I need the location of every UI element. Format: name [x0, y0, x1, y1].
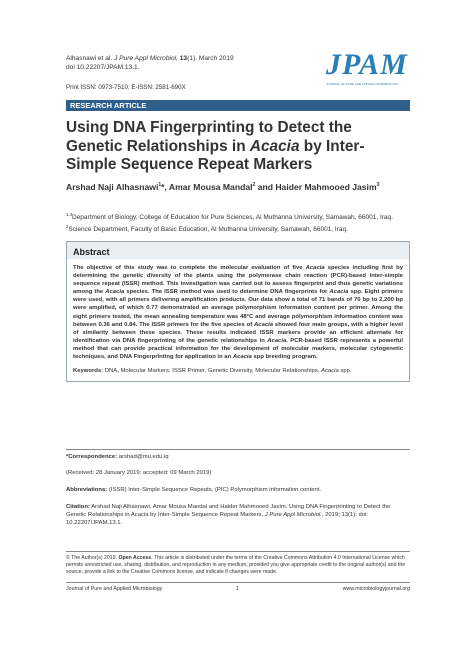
- abstract-heading: Abstract: [73, 247, 110, 257]
- title-italic: Acacia: [249, 137, 300, 155]
- correspondence: [66, 453, 410, 461]
- abstract-t5: showed four main groups, with a higher level of similarity between these species. These results indicated ISSR markers provide an efficient alternate for identification via DNA fingerprinting of the genetic relationships in: [73, 321, 403, 344]
- abstract-t1: The objective of this study was to complete the molecular evaluation of five: [73, 265, 306, 271]
- affiliation-1-sup: 1,3: [66, 212, 72, 217]
- notes-divider: [66, 449, 410, 450]
- license-prefix: © The Author(s) 2019.: [66, 555, 119, 561]
- affiliation-1-text: Department of Biology, College of Education for Pure Sciences, Al Muthanna University, Samawah, 66001, Iraq.: [71, 214, 393, 222]
- footer-divider: [66, 582, 410, 583]
- footer-page-number: 1: [236, 586, 239, 592]
- abstract-t3: species. The ISSR method was used to determine DNA fingerprints for: [124, 289, 330, 296]
- authors: [66, 182, 410, 192]
- logo-subtitle: JOURNAL OF PURE AND APPLIED MICROBIOLOGY: [326, 82, 399, 86]
- keywords-italic: Acacia: [321, 368, 339, 374]
- abstract-i3: Acacia: [329, 289, 349, 296]
- citation-header: [66, 54, 234, 72]
- abbreviations-text: (ISSR) Inter-Simple Sequence Repeats, (PIC) Polymorphism information content.: [107, 487, 322, 493]
- citation-journal-italic: J Pure Appl Microbiol.,: [264, 512, 324, 518]
- author-3-sup: 3: [376, 182, 380, 189]
- affiliation-2: [66, 222, 410, 234]
- affiliation-2-sup: 2: [66, 224, 69, 230]
- author-1-sup: 1: [158, 182, 162, 189]
- keywords-text: DNA, Molecular Markers, ISSR Primer, Genetic Diversity, Molecular Relationships,: [103, 368, 322, 374]
- logo-text: JPAM: [326, 48, 408, 81]
- author-1: Arshad Naji Alhasnawi: [66, 182, 159, 192]
- affiliation-1: [66, 210, 410, 222]
- affiliations: [66, 210, 410, 234]
- abstract-t2: species including first by determining the genetic diversity of the plants using the polymerase chain reaction (PCR)-based inter-simple sequence repeat (ISSR) method. This investigation was carried out to assess fingerprint and thus genetic variations among the: [73, 265, 403, 296]
- license-body: . This article is distributed under the terms of the Creative Commons Attribution 4.0 International License which permits unrestricted use, sharing, distribution, and reproduction in any medium, provided you give appropriate credit to the original author(s) and the source, provide a link to the Creative Commons license, and indicate if changes were made.: [66, 555, 406, 575]
- abstract-t6: . PCR-based ISSR represents a powerful method that can provide practical information for the development of molecular markers, molecular cytogenetic techniques, and DNA Fingerprinting for application in an: [73, 337, 404, 361]
- title-part1: Using DNA Fingerprinting to Detect the Genetic Relationships in: [66, 119, 352, 155]
- keywords-label: Keywords:: [73, 368, 104, 374]
- author-1-mark: *: [161, 182, 165, 192]
- issn: Print ISSN: 0973-7510; E-ISSN: 2581-690X: [66, 84, 186, 91]
- license-divider: [66, 551, 410, 552]
- footer-journal: Journal of Pure and Applied Microbiology: [66, 586, 163, 592]
- jpam-logo: [326, 50, 410, 106]
- abstract-i5: Acacia: [267, 337, 287, 344]
- abstract-i1: Acacia: [305, 265, 325, 271]
- abstract-i2: Acacia: [105, 289, 125, 296]
- citation-label: Citation:: [66, 504, 90, 510]
- article-type-label: RESEARCH ARTICLE: [70, 101, 147, 110]
- citation-author: Alhasnawi et al.: [66, 55, 113, 62]
- citation-issue: (1), March 2019: [187, 55, 234, 62]
- keywords: [73, 367, 403, 375]
- license-text: [66, 555, 410, 576]
- citation: [66, 503, 410, 527]
- citation-volume: 13: [179, 55, 188, 62]
- author-2: , Amar Mousa Mandal: [164, 182, 253, 192]
- author-2-sup: 2: [252, 182, 256, 189]
- correspondence-email[interactable]: arshad@mu.edu.iq: [117, 454, 169, 460]
- title-part2: by Inter-Simple Sequence Repeat Markers: [66, 137, 365, 173]
- abbreviations: [66, 486, 410, 494]
- abstract-body: [73, 264, 403, 361]
- abstract-t4: spp. Eight primers were used, with all primers delivering amplification products. Our data show a total of 71 bands of 70 bp to 2,200 bp were amplified, of which 0.77 demonstrated an average polymorphism information content per primer. Among the eight primers tested, the mean annealing temperature was 48°C and average polymorphism information content was between 0.36 and 0.84. The ISSR primers for the five species of: [73, 289, 403, 328]
- abstract-i4: Acacia: [254, 321, 274, 328]
- author-3: and Haider Mahmooed Jasim: [255, 182, 377, 192]
- article-type-bar: [66, 100, 410, 111]
- abstract-t7: spp breeding program.: [251, 354, 318, 361]
- correspondence-label: *Correspondence:: [66, 454, 118, 460]
- citation-end: 2019; 13(1): doi: 10.22207/JPAM.13.1.: [66, 512, 369, 526]
- open-access-label: Open Access: [118, 555, 152, 561]
- abstract-header: [67, 242, 409, 259]
- citation-text: Arshad Naji Alhasnawi, Amar Mousa Mandal and Haider Mahmooed Jasim, Using DNA Fingerprinting to Detect the Genetic Relationships in Acacia by Inter-Simple Sequence Repeat Markers,: [66, 504, 391, 518]
- affiliation-2-text: Science Department, Faculty of Basic Education, Al Muthanna University, Samawah, 66001, Iraq.: [68, 226, 348, 234]
- citation-doi[interactable]: doi 10.22207/JPAM.13.1.: [66, 64, 140, 71]
- citation-journal: J Pure Appl Microbiol,: [114, 55, 178, 62]
- footer-website[interactable]: www.microbiologyjournal.org: [342, 586, 410, 592]
- abbreviations-label: Abbreviations:: [66, 487, 108, 493]
- keywords-end: spp.: [338, 368, 352, 374]
- abstract-box: [66, 241, 410, 382]
- received-dates: (Received: 28 January 2019; accepted: 09 March 2019): [66, 470, 212, 476]
- article-title: [66, 119, 410, 175]
- abstract-i6: Acacia: [232, 354, 252, 361]
